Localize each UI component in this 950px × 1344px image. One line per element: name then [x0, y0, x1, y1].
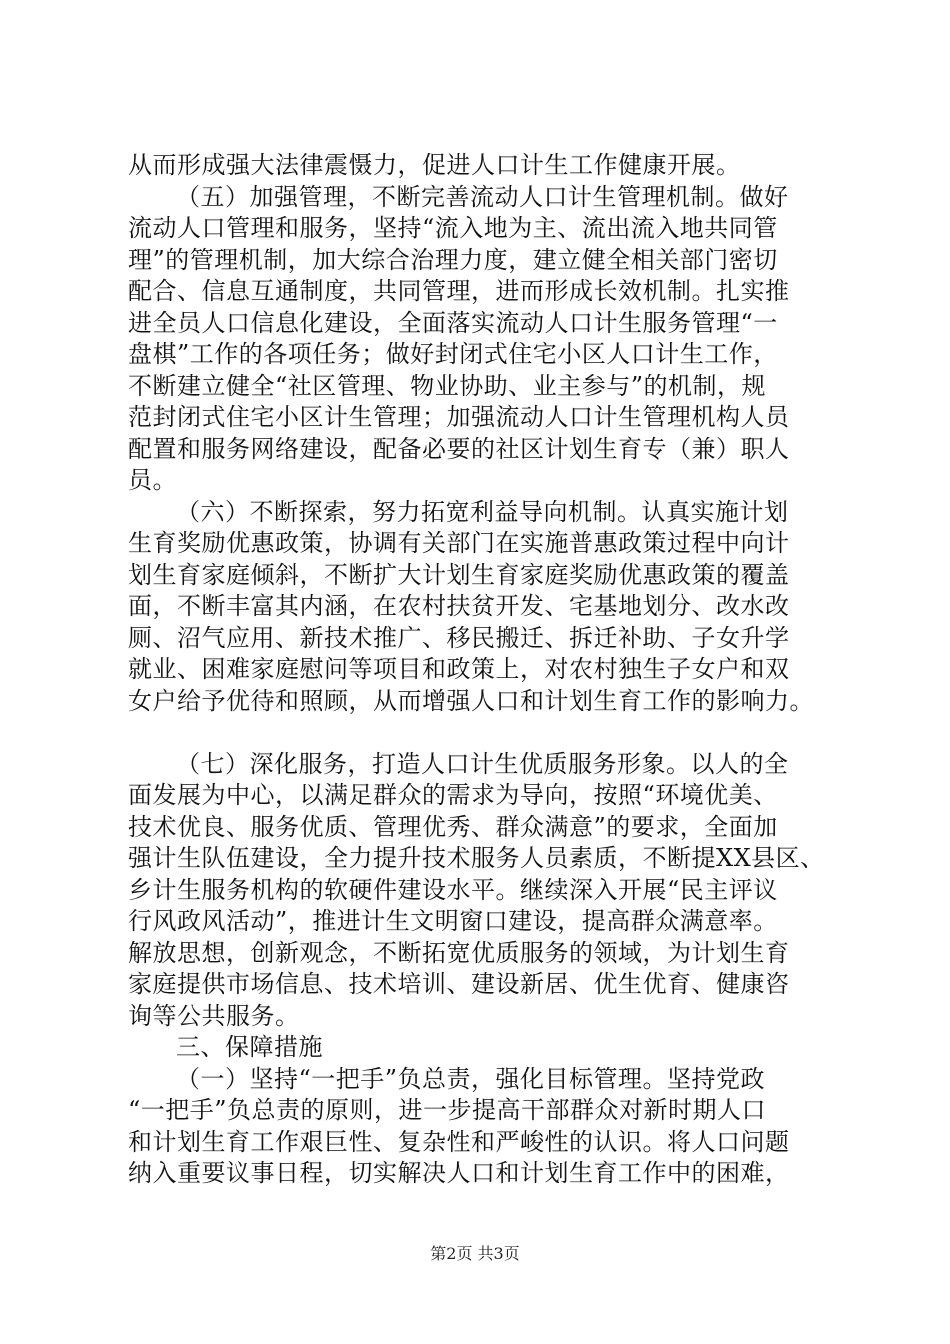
- blank-line: [128, 717, 828, 749]
- text-line: 面，不断丰富其内涵，在农村扶贫开发、宅基地划分、改水改: [128, 592, 790, 620]
- text-line: 家庭提供市场信息、技术培训、建设新居、优生优育、健康咨: [128, 970, 790, 998]
- paragraph-heading-7: （七）深化服务，打造人口计生优质服务形象。以人的全: [176, 749, 789, 778]
- text-line: 盘棋”工作的各项任务；做好封闭式住宅小区人口计生工作，: [128, 340, 778, 368]
- page-number-footer: 第2页 共3页: [430, 1244, 520, 1263]
- text-line: 面发展为中心，以满足群众的需求为导向，按照“环境优美、: [128, 781, 778, 809]
- text-line: 范封闭式住宅小区计生管理；加强流动人口计生管理机构人员: [128, 403, 790, 431]
- text-line: 配合、信息互通制度，共同管理，进而形成长效机制。扎实推: [128, 277, 790, 305]
- text-line: 女户给予优待和照顾，从而增强人口和计划生育工作的影响力。: [128, 686, 814, 715]
- text-line: 流动人口管理和服务，坚持“流入地为主、流出流入地共同管: [128, 214, 778, 242]
- text-line: 生育奖励优惠政策，协调有关部门在实施普惠政策过程中向计: [128, 529, 790, 557]
- text-line: 行风政风活动”，推进计生文明窗口建设，提高群众满意率。: [128, 907, 778, 935]
- text-line: 强计生队伍建设，全力提升技术服务人员素质，不断提XX县区、: [128, 844, 825, 872]
- text-line: 进全员人口信息化建设，全面落实流动人口计生服务管理“一: [128, 308, 778, 337]
- section-heading: 三、保障措施: [176, 1033, 323, 1061]
- text-line: 纳入重要议事日程，切实解决人口和计划生育工作中的困难，: [128, 1159, 790, 1187]
- text-line: 就业、困难家庭慰问等项目和政策上，对农村独生子女户和双: [128, 655, 790, 683]
- paragraph-heading-1: （一）坚持“一把手”负总责，强化目标管理。坚持党政: [176, 1064, 766, 1093]
- text-line: 解放思想，创新观念，不断拓宽优质服务的领域，为计划生育: [128, 938, 790, 967]
- paragraph-heading-6: （六）不断探索，努力拓宽利益导向机制。认真实施计划: [176, 497, 789, 526]
- text-line: “一把手”负总责的原则，进一步提高干部群众对新时期人口: [128, 1096, 767, 1124]
- text-line: 和计划生育工作艰巨性、复杂性和严峻性的认识。将人口问题: [128, 1127, 790, 1156]
- text-line: 配置和服务网络建设，配备必要的社区计划生育专（兼）职人: [128, 434, 790, 463]
- text-line: 乡计生服务机构的软硬件建设水平。继续深入开展“民主评议: [128, 875, 778, 904]
- text-line: 技术优良、服务优质、管理优秀、群众满意”的要求，全面加: [128, 812, 778, 841]
- text-line: 从而形成强大法律震慑力，促进人口计生工作健康开展。: [128, 151, 741, 179]
- text-line: 询等公共服务。: [128, 1001, 300, 1030]
- document-body: [128, 150, 828, 1190]
- text-line: 厕、沼气应用、新技术推广、移民搬迁、拆迁补助、子女升学: [128, 623, 790, 652]
- paragraph-heading-5: （五）加强管理，不断完善流动人口计生管理机制。做好: [176, 182, 789, 211]
- text-line: 理”的管理机制，加大综合治理力度，建立健全相关部门密切: [128, 245, 778, 274]
- text-line: 员。: [128, 466, 177, 494]
- text-line: 不断建立健全“社区管理、物业协助、业主参与”的机制，规: [128, 371, 767, 400]
- text-line: 划生育家庭倾斜，不断扩大计划生育家庭奖励优惠政策的覆盖: [128, 560, 790, 589]
